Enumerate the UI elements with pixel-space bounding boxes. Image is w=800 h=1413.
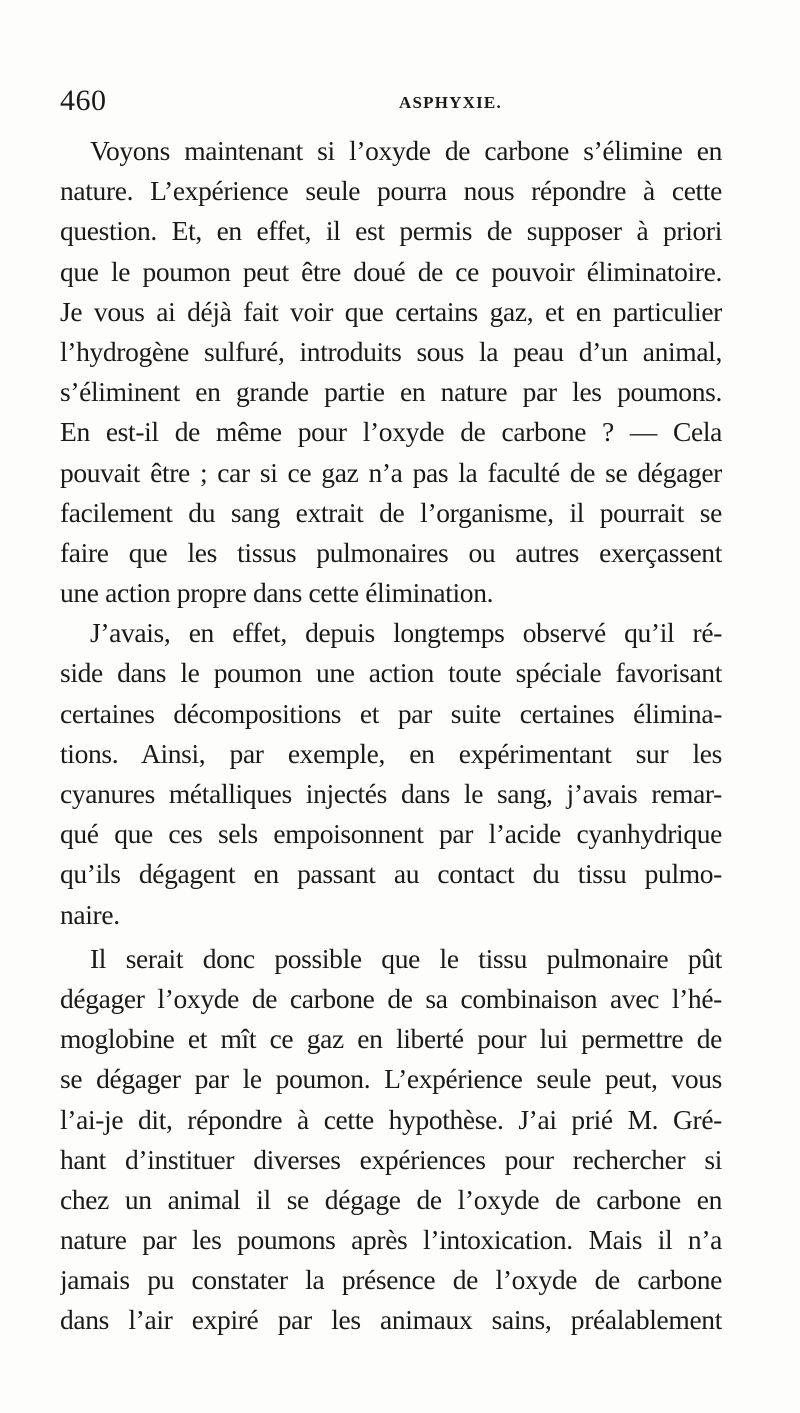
text-line: nature. L’expérience seule pourra nous répondre à cette [60,175,722,207]
text-line: dans l’air expiré par les animaux sains, préalablement [60,1304,722,1336]
text-line: l’hydrogène sulfuré, introduits sous la peau d’un animal, [60,335,722,367]
text-line: Je vous ai déjà fait voir que certains gaz, et en particulier [60,295,722,327]
text-line: qué que ces sels empoisonnent par l’acide cyanhydrique [60,818,722,850]
text-line: s’éliminent en grande partie en nature par les poumons. [60,376,722,408]
text-line: En est-il de même pour l’oxyde de carbone ? — Cela [60,416,722,448]
text-line: Voyons maintenant si l’oxyde de carbone s’élimine en [90,135,722,166]
running-head: ASPHYXIE. [399,93,502,112]
text-line: cyanures métalliques injectés dans le sang, j’avais remar- [60,778,722,809]
text-line: pouvait être ; car si ce gaz n’a pas la faculté de se dégager [60,456,722,488]
text-line: qu’ils dégagent en passant au contact du tissu pulmo- [60,858,722,890]
text-line: dégager l’oxyde de carbone de sa combinaison avec l’hé- [60,982,722,1014]
text-line: moglobine et mît ce gaz en liberté pour lui permettre de [60,1023,722,1055]
text-line: side dans le poumon une action toute spéciale favorisant [60,657,722,689]
text-line: nature par les poumons après l’intoxication. Mais il n’a [60,1224,722,1256]
text-line: naire. [60,898,120,930]
text-line: se dégager par le poumon. L’expérience seule peut, vous [60,1063,722,1095]
text-line: facilement du sang extrait de l’organisme, il pourrait se [60,496,722,528]
body-text [60,131,722,1341]
page-header [60,84,738,118]
text-line: faire que les tissus pulmonaires ou autres exerçassent [60,536,722,568]
text-line: que le poumon peut être doué de ce pouvoir éliminatoire. [60,255,722,287]
text-line: tions. Ainsi, par exemple, en expérimentant sur les [60,737,722,769]
text-line: chez un animal il se dégage de l’oxyde de carbone en [60,1183,722,1215]
text-line: une action propre dans cette élimination. [60,577,494,609]
text-line: J’avais, en effet, depuis longtemps observé qu’il ré- [90,617,722,649]
text-line: Il serait donc possible que le tissu pulmonaire pût [90,942,722,974]
text-line: hant d’instituer diverses expériences pour rechercher si [60,1143,722,1175]
text-line: certaines décompositions et par suite certaines élimina- [60,697,722,729]
text-line: l’ai-je dit, répondre à cette hypothèse. J’ai prié M. Gré- [60,1103,722,1135]
page-number: 460 [60,84,107,117]
text-line: question. Et, en effet, il est permis de supposer à priori [60,215,722,247]
text-line: jamais pu constater la présence de l’oxyde de carbone [60,1264,722,1296]
